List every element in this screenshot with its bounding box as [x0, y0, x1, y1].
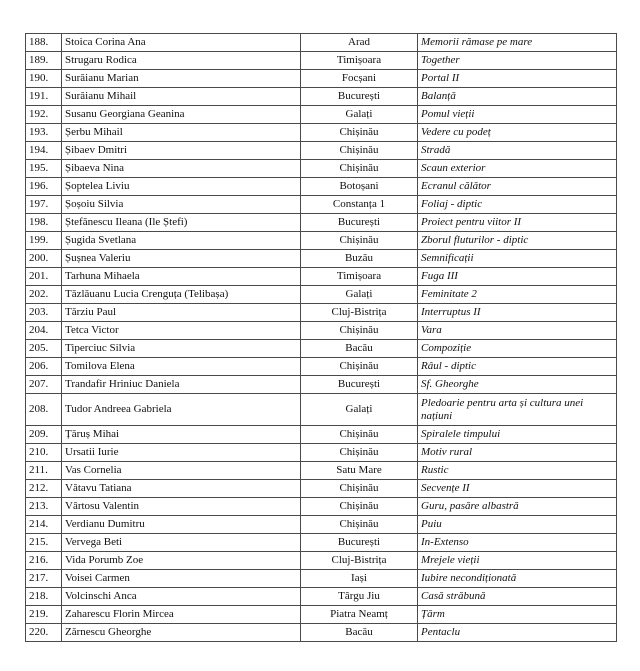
city-cell: Chișinău	[301, 124, 418, 142]
artist-name-cell: Verdianu Dumitru	[62, 516, 301, 534]
artist-name-cell: Șerbu Mihail	[62, 124, 301, 142]
city-cell: Galați	[301, 106, 418, 124]
city-cell: Bacău	[301, 340, 418, 358]
artwork-title-cell: Pledoarie pentru arta și cultura unei națiuni	[418, 394, 617, 426]
artwork-title-cell: Țărm	[418, 606, 617, 624]
table-row	[26, 426, 617, 444]
city-cell: Chișinău	[301, 498, 418, 516]
artist-name-cell: Surăianu Marian	[62, 70, 301, 88]
table-row	[26, 250, 617, 268]
artwork-title-cell: Interruptus II	[418, 304, 617, 322]
artwork-title-cell: Sf. Gheorghe	[418, 376, 617, 394]
row-number-cell: 215.	[26, 534, 62, 552]
city-cell: București	[301, 214, 418, 232]
table-row	[26, 358, 617, 376]
artwork-title-cell: Râul - diptic	[418, 358, 617, 376]
artist-name-cell: Voisei Carmen	[62, 570, 301, 588]
artist-name-cell: Surăianu Mihail	[62, 88, 301, 106]
row-number-cell: 188.	[26, 34, 62, 52]
table-row	[26, 160, 617, 178]
row-number-cell: 217.	[26, 570, 62, 588]
artist-name-cell: Șibaev Dmitri	[62, 142, 301, 160]
artwork-title-cell: In-Extenso	[418, 534, 617, 552]
city-cell: București	[301, 376, 418, 394]
table-row	[26, 498, 617, 516]
table-row	[26, 304, 617, 322]
participants-table-body	[26, 34, 617, 642]
row-number-cell: 190.	[26, 70, 62, 88]
artist-name-cell: Ursatii Iurie	[62, 444, 301, 462]
city-cell: Chișinău	[301, 142, 418, 160]
table-row	[26, 232, 617, 250]
row-number-cell: 189.	[26, 52, 62, 70]
table-row	[26, 88, 617, 106]
row-number-cell: 198.	[26, 214, 62, 232]
artist-name-cell: Șoptelea Liviu	[62, 178, 301, 196]
table-row	[26, 70, 617, 88]
artwork-title-cell: Ecranul călător	[418, 178, 617, 196]
city-cell: Chișinău	[301, 426, 418, 444]
table-row	[26, 214, 617, 232]
row-number-cell: 220.	[26, 624, 62, 642]
artist-name-cell: Șușnea Valeriu	[62, 250, 301, 268]
participants-table	[25, 33, 617, 642]
row-number-cell: 197.	[26, 196, 62, 214]
artist-name-cell: Trandafir Hriniuc Daniela	[62, 376, 301, 394]
artwork-title-cell: Pomul vieții	[418, 106, 617, 124]
row-number-cell: 200.	[26, 250, 62, 268]
artwork-title-cell: Memorii rămase pe mare	[418, 34, 617, 52]
city-cell: Galați	[301, 394, 418, 426]
table-row	[26, 34, 617, 52]
row-number-cell: 211.	[26, 462, 62, 480]
row-number-cell: 194.	[26, 142, 62, 160]
artwork-title-cell: Vara	[418, 322, 617, 340]
table-row	[26, 588, 617, 606]
artwork-title-cell: Scaun exterior	[418, 160, 617, 178]
city-cell: Arad	[301, 34, 418, 52]
table-row	[26, 624, 617, 642]
artwork-title-cell: Compoziție	[418, 340, 617, 358]
row-number-cell: 212.	[26, 480, 62, 498]
city-cell: Focșani	[301, 70, 418, 88]
row-number-cell: 191.	[26, 88, 62, 106]
city-cell: Iași	[301, 570, 418, 588]
table-row	[26, 52, 617, 70]
table-row	[26, 106, 617, 124]
city-cell: București	[301, 534, 418, 552]
artwork-title-cell: Puiu	[418, 516, 617, 534]
row-number-cell: 203.	[26, 304, 62, 322]
table-row	[26, 606, 617, 624]
city-cell: Cluj-Bistrița	[301, 304, 418, 322]
table-row	[26, 268, 617, 286]
artwork-title-cell: Foliaj - diptic	[418, 196, 617, 214]
artwork-title-cell: Secvențe II	[418, 480, 617, 498]
row-number-cell: 196.	[26, 178, 62, 196]
artist-name-cell: Șibaeva Nina	[62, 160, 301, 178]
artwork-title-cell: Spiralele timpului	[418, 426, 617, 444]
row-number-cell: 218.	[26, 588, 62, 606]
artist-name-cell: Vas Cornelia	[62, 462, 301, 480]
city-cell: Târgu Jiu	[301, 588, 418, 606]
artwork-title-cell: Feminitate 2	[418, 286, 617, 304]
city-cell: Chișinău	[301, 516, 418, 534]
row-number-cell: 213.	[26, 498, 62, 516]
city-cell: Chișinău	[301, 322, 418, 340]
artwork-title-cell: Iubire necondiționată	[418, 570, 617, 588]
row-number-cell: 216.	[26, 552, 62, 570]
artist-name-cell: Volcinschi Anca	[62, 588, 301, 606]
artist-name-cell: Tiperciuc Silvia	[62, 340, 301, 358]
city-cell: Chișinău	[301, 232, 418, 250]
artist-name-cell: Tărziu Paul	[62, 304, 301, 322]
artist-name-cell: Vătavu Tatiana	[62, 480, 301, 498]
row-number-cell: 206.	[26, 358, 62, 376]
city-cell: Chișinău	[301, 480, 418, 498]
artist-name-cell: Tarhuna Mihaela	[62, 268, 301, 286]
artwork-title-cell: Mrejele vieții	[418, 552, 617, 570]
table-row	[26, 444, 617, 462]
city-cell: Bacău	[301, 624, 418, 642]
artist-name-cell: Șugida Svetlana	[62, 232, 301, 250]
city-cell: Buzău	[301, 250, 418, 268]
artwork-title-cell: Balanță	[418, 88, 617, 106]
artwork-title-cell: Vedere cu podeț	[418, 124, 617, 142]
row-number-cell: 219.	[26, 606, 62, 624]
table-row	[26, 480, 617, 498]
table-row	[26, 516, 617, 534]
table-row	[26, 286, 617, 304]
artwork-title-cell: Guru, pasăre albastră	[418, 498, 617, 516]
artist-name-cell: Strugaru Rodica	[62, 52, 301, 70]
artist-name-cell: Tetca Victor	[62, 322, 301, 340]
artist-name-cell: Ștefănescu Ileana (Ile Ștefi)	[62, 214, 301, 232]
row-number-cell: 201.	[26, 268, 62, 286]
artist-name-cell: Susanu Georgiana Geanina	[62, 106, 301, 124]
table-row	[26, 178, 617, 196]
artist-name-cell: Tudor Andreea Gabriela	[62, 394, 301, 426]
row-number-cell: 199.	[26, 232, 62, 250]
table-row	[26, 124, 617, 142]
table-row	[26, 340, 617, 358]
city-cell: Chișinău	[301, 444, 418, 462]
artwork-title-cell: Casă străbună	[418, 588, 617, 606]
table-row	[26, 570, 617, 588]
row-number-cell: 207.	[26, 376, 62, 394]
table-row	[26, 376, 617, 394]
city-cell: Timișoara	[301, 52, 418, 70]
row-number-cell: 204.	[26, 322, 62, 340]
table-row	[26, 322, 617, 340]
table-row	[26, 142, 617, 160]
artwork-title-cell: Proiect pentru viitor II	[418, 214, 617, 232]
artwork-title-cell: Zborul fluturilor - diptic	[418, 232, 617, 250]
artist-name-cell: Tăzlăuanu Lucia Crenguța (Telibașa)	[62, 286, 301, 304]
city-cell: Satu Mare	[301, 462, 418, 480]
artist-name-cell: Vida Porumb Zoe	[62, 552, 301, 570]
row-number-cell: 214.	[26, 516, 62, 534]
artwork-title-cell: Portal II	[418, 70, 617, 88]
city-cell: Chișinău	[301, 358, 418, 376]
artwork-title-cell: Motiv rural	[418, 444, 617, 462]
city-cell: Timișoara	[301, 268, 418, 286]
artwork-title-cell: Stradă	[418, 142, 617, 160]
artist-name-cell: Zaharescu Florin Mircea	[62, 606, 301, 624]
row-number-cell: 195.	[26, 160, 62, 178]
row-number-cell: 192.	[26, 106, 62, 124]
table-row	[26, 196, 617, 214]
city-cell: Botoșani	[301, 178, 418, 196]
artist-name-cell: Vârtosu Valentin	[62, 498, 301, 516]
city-cell: Galați	[301, 286, 418, 304]
row-number-cell: 208.	[26, 394, 62, 426]
row-number-cell: 193.	[26, 124, 62, 142]
artist-name-cell: Șoșoiu Silvia	[62, 196, 301, 214]
city-cell: Piatra Neamț	[301, 606, 418, 624]
artwork-title-cell: Semnificații	[418, 250, 617, 268]
table-row	[26, 462, 617, 480]
artwork-title-cell: Fuga III	[418, 268, 617, 286]
city-cell: Constanța 1	[301, 196, 418, 214]
artwork-title-cell: Rustic	[418, 462, 617, 480]
city-cell: București	[301, 88, 418, 106]
artist-name-cell: Zărnescu Gheorghe	[62, 624, 301, 642]
table-row	[26, 552, 617, 570]
artist-name-cell: Tomilova Elena	[62, 358, 301, 376]
row-number-cell: 202.	[26, 286, 62, 304]
table-row	[26, 534, 617, 552]
artwork-title-cell: Together	[418, 52, 617, 70]
city-cell: Cluj-Bistrița	[301, 552, 418, 570]
city-cell: Chișinău	[301, 160, 418, 178]
artist-name-cell: Stoica Corina Ana	[62, 34, 301, 52]
artwork-title-cell: Pentaclu	[418, 624, 617, 642]
artist-name-cell: Țăruș Mihai	[62, 426, 301, 444]
row-number-cell: 210.	[26, 444, 62, 462]
artist-name-cell: Vervega Beti	[62, 534, 301, 552]
row-number-cell: 205.	[26, 340, 62, 358]
row-number-cell: 209.	[26, 426, 62, 444]
table-row	[26, 394, 617, 426]
